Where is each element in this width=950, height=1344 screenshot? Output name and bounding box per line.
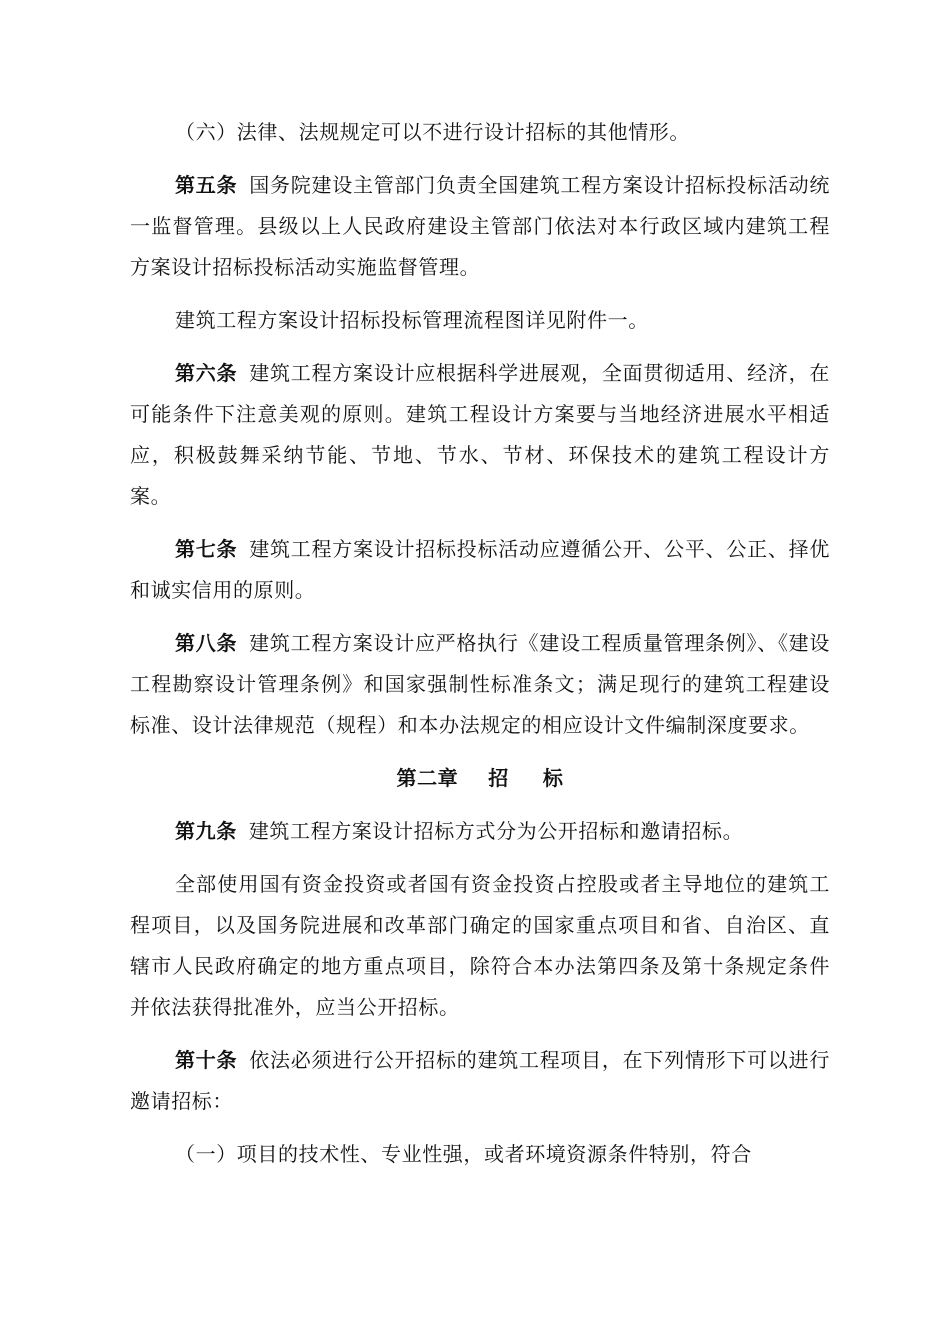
chapter-number: 第二章 [396,766,459,790]
article-label: 第八条 [175,631,238,655]
paragraph-article-10 [130,1040,830,1122]
paragraph-text: 建筑工程方案设计招标方式分为公开招标和邀请招标。 [248,819,744,843]
paragraph-public-bidding-scope [130,864,830,1028]
article-label: 第七条 [175,537,238,561]
article-label: 第九条 [175,819,237,843]
paragraph-text: 国务院建设主管部门负责全国建筑工程方案设计招标投标活动统一监督管理。县级以上人民政府建设主管部门依法对本行政区域内建筑工程方案设计招标投标活动实施监督管理。 [130,173,830,279]
document-page [130,112,830,1187]
article-label: 第六条 [175,361,238,385]
paragraph-article-5 [130,165,830,288]
paragraph-text: 建筑工程方案设计招标投标管理流程图详见附件一。 [175,308,649,332]
paragraph-article-6 [130,353,830,517]
chapter-heading [130,758,830,799]
paragraph-article-8 [130,623,830,746]
chapter-title-part2: 标 [542,766,564,790]
paragraph-text: 建筑工程方案设计应根据科学进展观，全面贯彻适用、经济，在可能条件下注意美观的原则。建筑工程设计方案要与当地经济进展水平相适应，积极鼓舞采纳节能、节地、节水、节材、环保技术的建筑工程设计方案。 [130,361,830,508]
paragraph-flowchart-note [130,300,830,341]
paragraph-article-7 [130,529,830,611]
paragraph-text: （六）法律、法规规定可以不进行设计招标的其他情形。 [175,120,690,144]
paragraph-text: 全部使用国有资金投资或者国有资金投资占控股或者主导地位的建筑工程项目，以及国务院进展和改革部门确定的国家重点项目和省、自治区、直辖市人民政府确定的地方重点项目，除符合本办法第四条及第十条规定条件并依法获得批准外，应当公开招标。 [130,872,830,1019]
paragraph-text: （一）项目的技术性、专业性强，或者环境资源条件特别，符合 [175,1142,752,1166]
article-label: 第十条 [175,1048,238,1072]
paragraph-clause-4-item-6 [130,112,830,153]
paragraph-text: 建筑工程方案设计招标投标活动应遵循公开、公平、公正、择优和诚实信用的原则。 [130,537,830,602]
paragraph-text: 依法必须进行公开招标的建筑工程项目，在下列情形下可以进行邀请招标： [130,1048,830,1113]
article-label: 第五条 [175,173,238,197]
paragraph-text: 建筑工程方案设计应严格执行《建设工程质量管理条例》、《建设工程勘察设计管理条例》和国家强制性标准条文；满足现行的建筑工程建设标准、设计法律规范（规程）和本办法规定的相应设计文件编制深度要求。 [130,631,830,737]
paragraph-article-10-item-1 [130,1134,830,1175]
paragraph-article-9 [130,811,830,852]
chapter-title-part1: 招 [488,766,509,790]
